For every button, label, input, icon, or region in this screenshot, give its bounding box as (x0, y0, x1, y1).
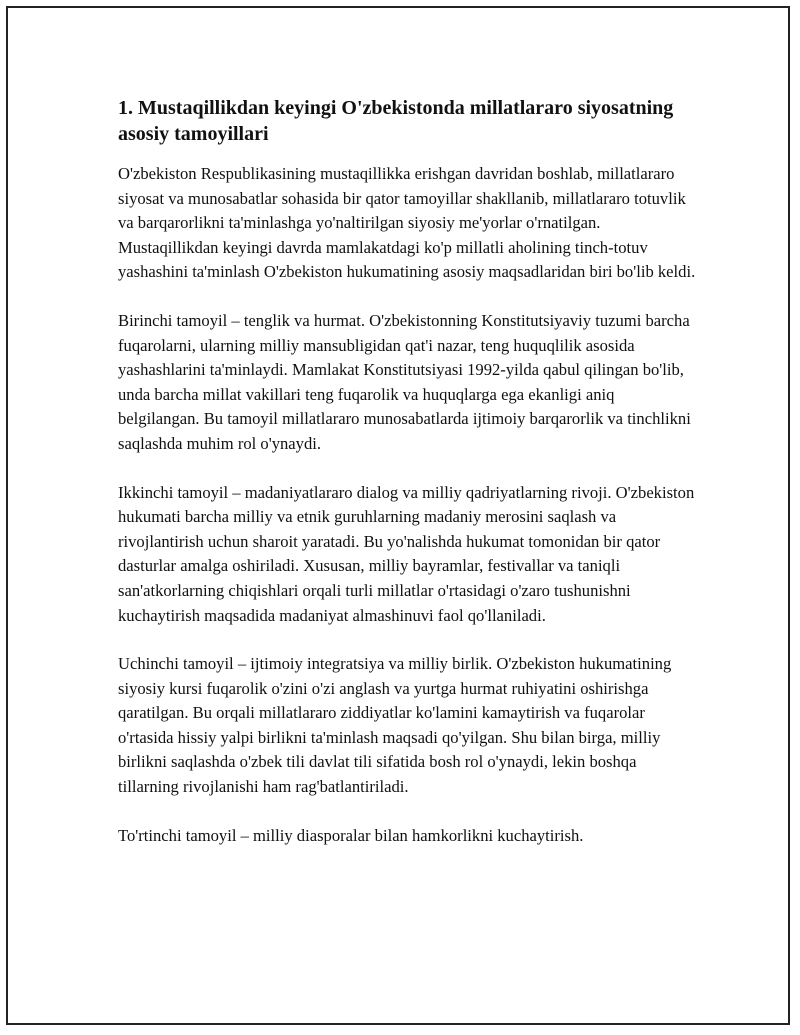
paragraph-intro: O'zbekiston Respublikasining mustaqillikka erishgan davridan boshlab, millatlararo siyosat va munosabatlar sohasida bir qator tamoyillar shakllanib, millatlararo totuvlik va barqarorlikni ta'minlashga yo'naltirilgan siyosiy me'yorlar o'rnatilgan. Mustaqillikdan keyingi davrda mamlakatdagi ko'p millatli aholining tinch-totuv yashashini ta'minlash O'zbekiston hukumatining asosiy maqsadlaridan biri bo'lib keldi. (118, 164, 696, 282)
paragraph-fourth-principle: To'rtinchi tamoyil – milliy diasporalar bilan hamkorlikni kuchaytirish. (118, 825, 584, 845)
paragraph-second-principle: Ikkinchi tamoyil – madaniyatlararo dialog va milliy qadriyatlarning rivoji. O'zbekiston hukumati barcha milliy va etnik guruhlarning madaniy merosini saqlash va rivojlantirish uchun sharoit yaratadi. Bu yo'nalishda hukumat tomonidan bir qator dasturlar amalga oshiriladi. Xususan, milliy bayramlar, festivallar va taniqli san'atkorlarning chiqishlari orqali turli millatlar o'rtasidagi o'zaro tushunishni kuchaytirish maqsadida madaniyat almashinuvi faol qo'llaniladi. (118, 482, 695, 625)
paragraph-third-principle: Uchinchi tamoyil – ijtimoiy integratsiya va milliy birlik. O'zbekiston hukumatining siyosiy kursi fuqarolik o'zini o'zi anglash va yurtga hurmat ruhiyatini oshirishga qaratilgan. Bu orqali millatlararo ziddiyatlar ko'lamini kamaytirish va fuqarolar o'rtasida hissiy yalpi birlikni ta'minlash maqsadi qo'yilgan. Shu bilan birga, milliy birlikni saqlashda o'zbek tili davlat tili sifatida bosh rol o'ynaydi, lekin boshqa tillarning rivojlanishi ham rag'batlantiriladi. (118, 654, 672, 797)
paragraph-first-principle: Birinchi tamoyil – tenglik va hurmat. O'zbekistonning Konstitutsiyaviy tuzumi barcha fuqarolarni, ularning milliy mansubligidan qat'i nazar, teng huquqlilik asosida yashashlarini ta'minlaydi. Mamlakat Konstitutsiyasi 1992-yilda qabul qilingan bo'lib, unda barcha millat vakillari teng fuqarolik va huquqlarga ega ekanligi aniq belgilangan. Bu tamoyil millatlararo munosabatlarda ijtimoiy barqarorlik va tinchlikni saqlashda muhim rol o'ynaydi. (118, 310, 691, 453)
document-body (118, 95, 698, 872)
document-title: 1. Mustaqillikdan keyingi O'zbekistonda millatlararo siyosatning asosiy tamoyillari (118, 97, 674, 145)
